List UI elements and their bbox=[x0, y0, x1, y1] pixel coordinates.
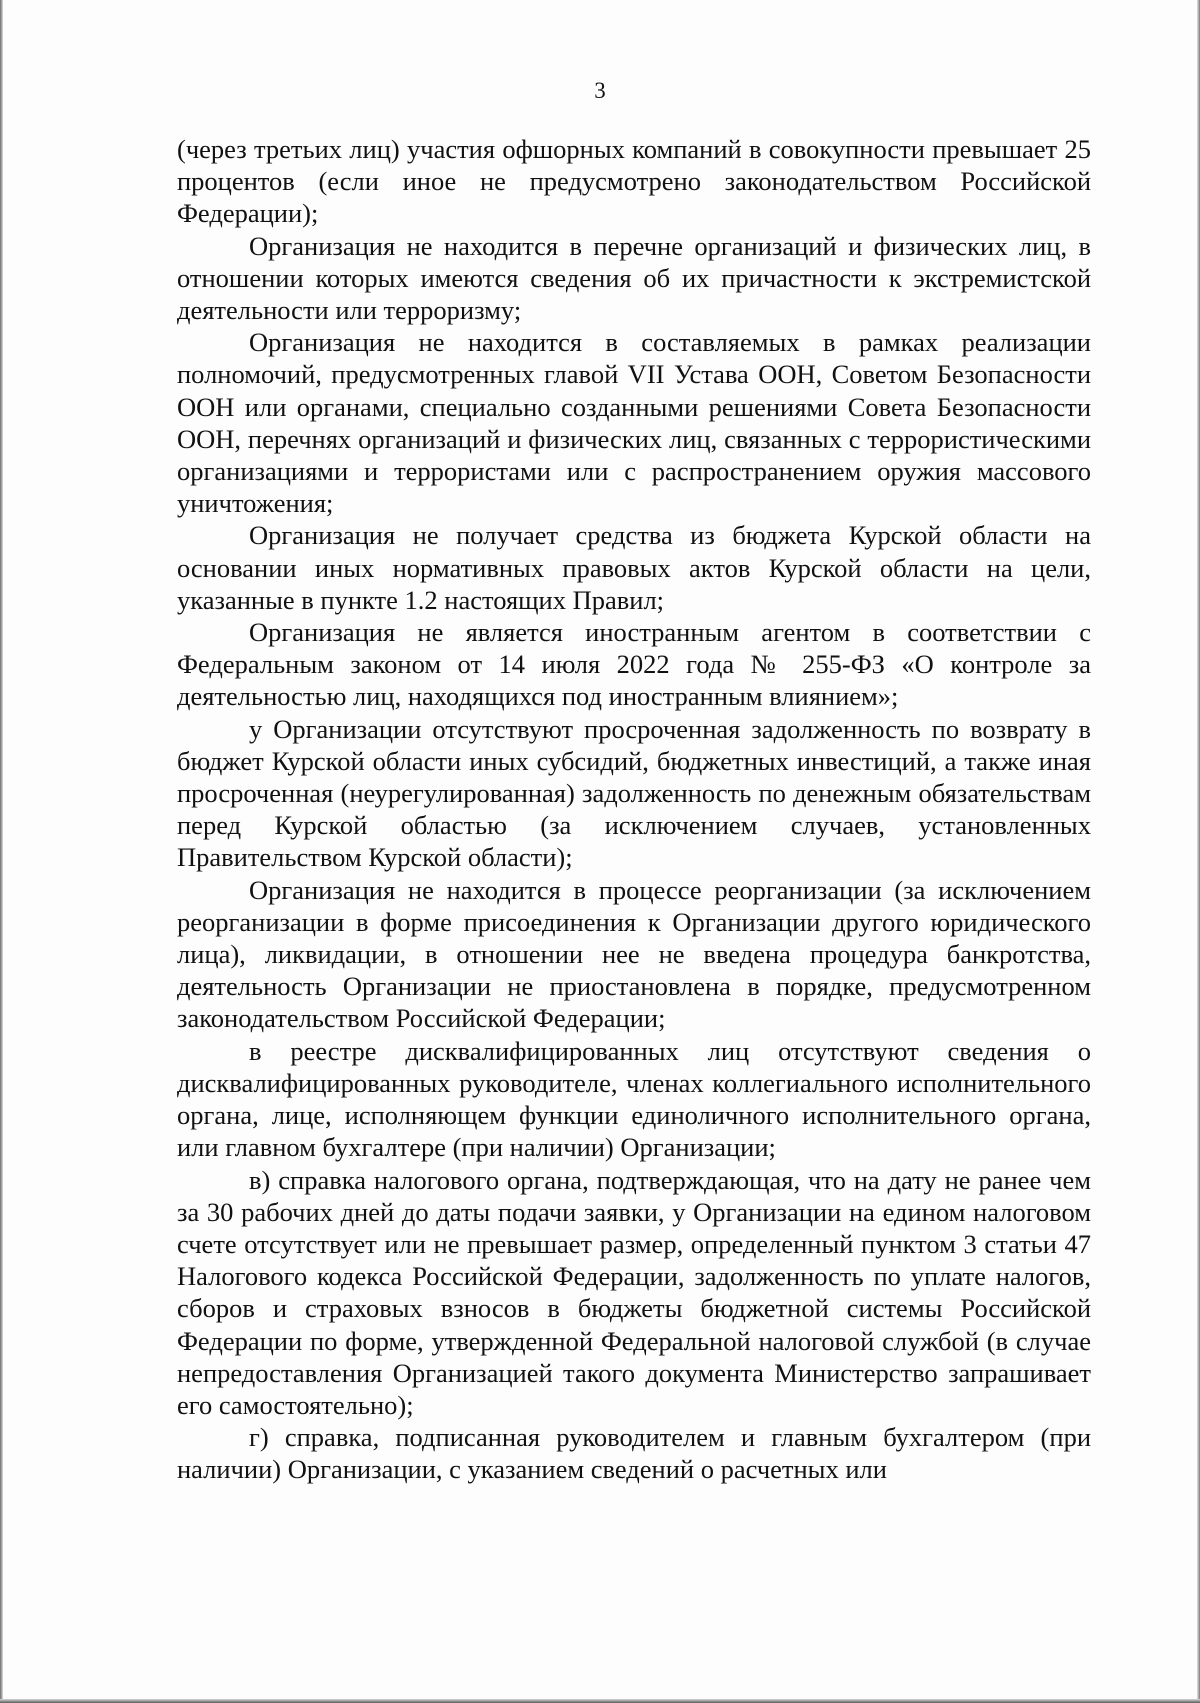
scan-bottom-edge bbox=[0, 1699, 1200, 1703]
document-body bbox=[177, 133, 1091, 1486]
paragraph-disqualified-persons: в реестре дисквалифицированных лиц отсутствуют сведения о дисквалифицированных руководителе, членах коллегиального исполнительного органа, лице, исполняющем функции единоличного исполнительного органа, или главном бухгалтере (при наличии) Организации; bbox=[177, 1035, 1091, 1163]
paragraph-continuation: (через третьих лиц) участия офшорных компаний в совокупности превышает 25 процентов (если иное не предусмотрено законодательством Российской Федерации); bbox=[177, 134, 1091, 229]
paragraph-regional-budget: Организация не получает средства из бюджета Курской области на основании иных нормативных правовых актов Курской области на цели, указанные в пункте 1.2 настоящих Правил; bbox=[177, 520, 1091, 615]
paragraph-reorganization: Организация не находится в процессе реорганизации (за исключением реорганизации в форме присоединения к Организации другого юридического лица), ликвидации, в отношении нее не введена процедура банкротства, деятельность Организации не приостановлена в порядке, предусмотренном законодательством Российской Федерации; bbox=[177, 874, 1091, 1034]
scan-left-edge bbox=[0, 0, 3, 1703]
paragraph-foreign-agent: Организация не является иностранным агентом в соответствии с Федеральным законом от 14 июля 2022 года № 255-ФЗ «О контроле за деятельностью лиц, находящихся под иностранным влиянием»; bbox=[177, 617, 1091, 712]
paragraph-signed-certificate: г) справка, подписанная руководителем и главным бухгалтером (при наличии) Организации, с указанием сведений о расчетных или bbox=[177, 1422, 1091, 1485]
paragraph-tax-certificate: в) справка налогового органа, подтверждающая, что на дату не ранее чем за 30 рабочих дней до даты подачи заявки, у Организации на едином налоговом счете отсутствует или не превышает размер, определенный пунктом 3 статьи 47 Налогового кодекса Российской Федерации, задолженность по уплате налогов, сборов и страховых взносов в бюджеты бюджетной системы Российской Федерации по форме, утвержденной Федеральной налоговой службой (в случае непредоставления Организацией такого документа Министерство запрашивает его самостоятельно); bbox=[177, 1164, 1091, 1420]
paragraph-extremism-list: Организация не находится в перечне организаций и физических лиц, в отношении которых имеются сведения об их причастности к экстремистской деятельности или терроризму; bbox=[177, 230, 1091, 326]
paragraph-overdue-debt: у Организации отсутствуют просроченная задолженность по возврату в бюджет Курской области иных субсидий, бюджетных инвестиций, а также иная просроченная (неурегулированная) задолженность по денежным обязательствам перед Курской областью (за исключением случаев, установленных Правительством Курской области); bbox=[177, 713, 1091, 873]
page-number: 3 bbox=[594, 78, 606, 103]
paragraph-un-sanctions-list: Организация не находится в составляемых в рамках реализации полномочий, предусмотренных главой VII Устава ООН, Советом Безопасности ООН или органами, специально созданными решениями Совета Безопасности ООН, перечнях организаций и физических лиц, связанных с террористическими организациями и террористами или с распространением оружия массового уничтожения; bbox=[177, 327, 1091, 519]
